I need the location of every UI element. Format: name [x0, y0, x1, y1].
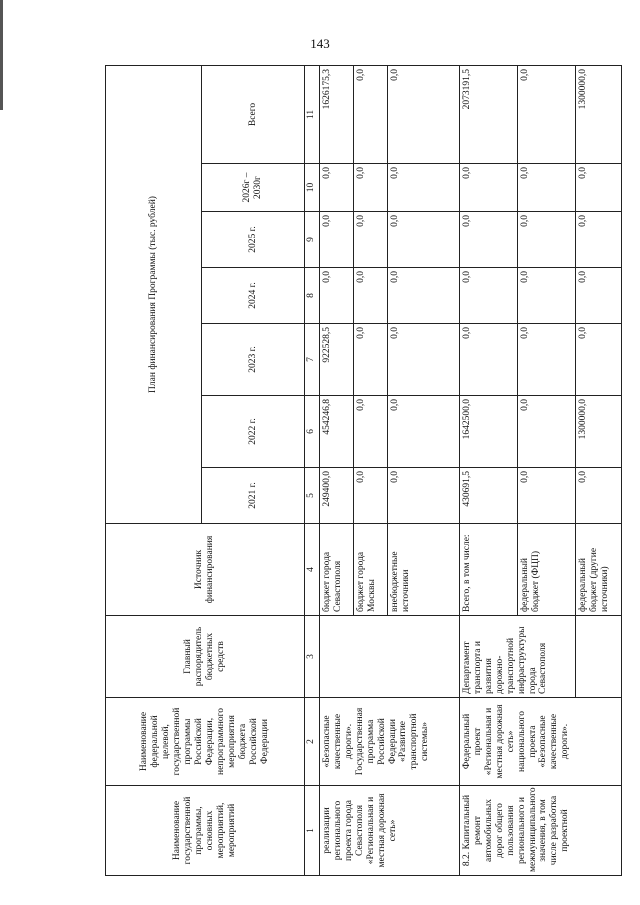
- header-year: 2021 г.: [202, 468, 305, 524]
- row-program-cell: «Безопасные качественные дороги». Государственная программа Российской Федерации «Развитие транспортной системы»: [320, 698, 460, 786]
- value-cell: 0,0: [388, 212, 460, 268]
- value-cell: 0,0: [576, 164, 622, 212]
- column-number: 5: [305, 468, 320, 524]
- value-cell: 454246,8: [320, 396, 354, 468]
- value-cell: 0,0: [460, 212, 518, 268]
- value-cell: 1300000,0: [576, 396, 622, 468]
- value-cell: 0,0: [518, 164, 576, 212]
- value-cell: 0,0: [354, 212, 388, 268]
- row-source-cell: федеральный бюджет (другие источники): [576, 524, 622, 616]
- value-cell: 0,0: [460, 268, 518, 324]
- header-program-name: Наименование государственной программы, основных мероприятий, мероприятий: [106, 786, 305, 876]
- rotated-table-frame: [105, 66, 610, 876]
- value-cell: 0,0: [460, 324, 518, 396]
- row-source-cell: федеральный бюджет (ФЦП): [518, 524, 576, 616]
- value-cell: 0,0: [388, 164, 460, 212]
- value-cell: 922528,5: [320, 324, 354, 396]
- value-cell: 0,0: [320, 212, 354, 268]
- value-cell: 0,0: [518, 268, 576, 324]
- column-number: 9: [305, 212, 320, 268]
- value-cell: 0,0: [576, 468, 622, 524]
- header-fund-manager: Главный распорядитель бюджетных средств: [106, 616, 305, 698]
- value-cell: 0,0: [518, 212, 576, 268]
- header-total: Всего: [202, 65, 305, 163]
- value-cell: 0,0: [388, 268, 460, 324]
- row-source-cell: внебюджетные источники: [388, 524, 460, 616]
- value-cell: 0,0: [576, 212, 622, 268]
- value-cell: 0,0: [354, 468, 388, 524]
- value-cell: 0,0: [354, 324, 388, 396]
- value-cell: 0,0: [354, 65, 388, 163]
- value-cell: 0,0: [518, 324, 576, 396]
- value-cell: 0,0: [354, 268, 388, 324]
- value-cell: 1642500,0: [460, 396, 518, 468]
- row-name-cell: реализации регионального проекта города Севастополя «Региональная и местная дорожная сеть»: [320, 786, 460, 876]
- value-cell: 0,0: [518, 396, 576, 468]
- value-cell: 249400,0: [320, 468, 354, 524]
- column-number: 7: [305, 324, 320, 396]
- value-cell: 0,0: [320, 268, 354, 324]
- row-source-cell: бюджет города Севастополя: [320, 524, 354, 616]
- value-cell: 1626175,3: [320, 65, 354, 163]
- value-cell: 2073191,5: [460, 65, 518, 163]
- column-number: 4: [305, 524, 320, 616]
- table-row: [460, 65, 518, 875]
- value-cell: 1300000,0: [576, 65, 622, 163]
- value-cell: 0,0: [576, 268, 622, 324]
- column-number: 8: [305, 268, 320, 324]
- row-manager-cell: [576, 616, 622, 698]
- row-source-cell: бюджет города Москвы: [354, 524, 388, 616]
- row-name-cell: 8.2. Капитальный ремонт автомобильных дорог общего пользования регионального и межмуниципального значения, в том числе разработка проектной: [460, 786, 622, 876]
- financing-table: [105, 65, 622, 876]
- value-cell: 0,0: [518, 468, 576, 524]
- value-cell: 0,0: [388, 396, 460, 468]
- value-cell: 0,0: [460, 164, 518, 212]
- header-year: 2026г – 2030г: [202, 164, 305, 212]
- table-row: [320, 65, 354, 875]
- scan-edge: [0, 0, 3, 110]
- header-federal-program: Наименование федеральной целевой, государственной программы Российской Федерации, непрограммного мероприятия бюджета Российской Федерации: [106, 698, 305, 786]
- header-year: 2025 г.: [202, 212, 305, 268]
- value-cell: 0,0: [354, 164, 388, 212]
- column-number: 11: [305, 65, 320, 163]
- header-year: 2023 г.: [202, 324, 305, 396]
- column-number: 10: [305, 164, 320, 212]
- value-cell: 0,0: [388, 65, 460, 163]
- value-cell: 0,0: [518, 65, 576, 163]
- value-cell: 0,0: [576, 324, 622, 396]
- column-number: 3: [305, 616, 320, 698]
- column-number: 1: [305, 786, 320, 876]
- row-program-cell: Федеральный проект «Региональная и местная дорожная сеть» национального проекта «Безопасные качественные дороги».: [460, 698, 622, 786]
- value-cell: 0,0: [388, 468, 460, 524]
- value-cell: 430691,5: [460, 468, 518, 524]
- header-funding-source: Источник финансирования: [106, 524, 305, 616]
- rotated-table-content: [105, 66, 610, 876]
- header-year: 2022 г.: [202, 396, 305, 468]
- row-manager-cell: [320, 616, 460, 698]
- page-number: 143: [310, 36, 330, 51]
- header-financing-plan: План финансирования Программы (тыс. рублей): [106, 65, 202, 523]
- value-cell: 0,0: [388, 324, 460, 396]
- column-number: 2: [305, 698, 320, 786]
- column-number: 6: [305, 396, 320, 468]
- row-source-cell: Всего, в том числе:: [460, 524, 518, 616]
- value-cell: 0,0: [354, 396, 388, 468]
- header-year: 2024 г.: [202, 268, 305, 324]
- value-cell: 0,0: [320, 164, 354, 212]
- row-manager-cell: Департамент транспорта и развития дорожно-транспортной инфраструктуры города Севастополя: [460, 616, 576, 698]
